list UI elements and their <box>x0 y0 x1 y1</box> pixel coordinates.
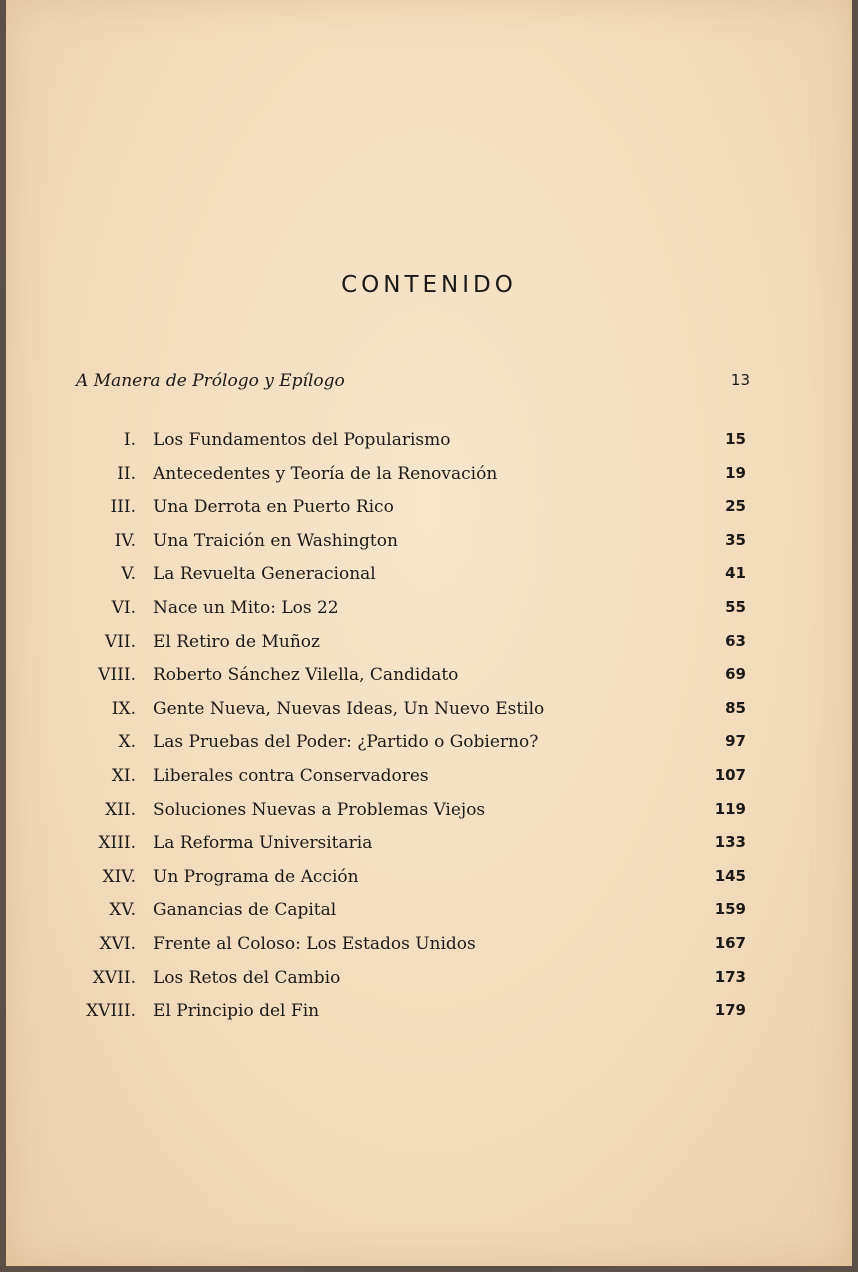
chapter-numeral: XIII. <box>98 833 136 854</box>
chapter-numeral: II. <box>117 463 136 484</box>
toc-entry <box>6 497 852 531</box>
chapter-numeral: VII. <box>104 631 136 652</box>
chapter-title: Nace un Mito: Los 22 <box>153 597 339 618</box>
chapter-page-number: 119 <box>714 799 746 818</box>
toc-entry <box>6 833 852 867</box>
chapter-title: Los Retos del Cambio <box>153 967 341 988</box>
chapter-numeral: IV. <box>114 530 136 551</box>
chapter-page-number: 133 <box>714 833 746 852</box>
chapter-page-number: 159 <box>714 900 746 919</box>
toc-entry <box>6 732 852 766</box>
chapter-title: El Principio del Fin <box>153 1001 320 1022</box>
chapter-page-number: 69 <box>725 665 746 684</box>
chapter-title: Antecedentes y Teoría de la Renovación <box>153 463 498 484</box>
chapter-title: Soluciones Nuevas a Problemas Viejos <box>153 799 486 820</box>
chapter-numeral: XVI. <box>99 933 136 954</box>
toc-entry <box>6 968 852 1002</box>
chapter-page-number: 41 <box>725 564 746 583</box>
chapter-numeral: XVIII. <box>86 1001 136 1022</box>
toc-entry <box>6 900 852 934</box>
chapter-numeral: XI. <box>111 765 136 786</box>
chapter-numeral: VIII. <box>98 665 136 686</box>
chapter-numeral: I. <box>123 430 136 450</box>
table-of-contents <box>6 430 852 1035</box>
chapter-title: Gente Nueva, Nuevas Ideas, Un Nuevo Estilo <box>153 698 545 719</box>
chapter-numeral: XVII. <box>92 967 136 988</box>
chapter-numeral: XIV. <box>102 866 136 887</box>
toc-entry <box>6 800 852 834</box>
toc-entry <box>6 1001 852 1035</box>
chapter-numeral: XII. <box>105 799 136 820</box>
chapter-title: La Reforma Universitaria <box>153 833 373 854</box>
chapter-title: Ganancias de Capital <box>153 900 337 921</box>
chapter-title: Roberto Sánchez Vilella, Candidato <box>153 665 459 686</box>
toc-entry <box>6 430 852 464</box>
toc-entry <box>6 598 852 632</box>
toc-entry <box>6 632 852 666</box>
book-page <box>6 0 852 1266</box>
chapter-numeral: III. <box>110 497 136 518</box>
chapter-numeral: VI. <box>111 597 136 618</box>
chapter-page-number: 145 <box>714 866 746 885</box>
toc-entry <box>6 766 852 800</box>
toc-entry <box>6 564 852 598</box>
chapter-page-number: 55 <box>725 597 746 616</box>
chapter-page-number: 35 <box>725 530 746 549</box>
toc-entry <box>6 531 852 565</box>
chapter-title: La Revuelta Generacional <box>153 564 376 585</box>
prologue-title: A Manera de Prólogo y Epílogo <box>76 371 345 391</box>
toc-entry <box>6 934 852 968</box>
contents-heading: CONTENIDO <box>341 272 517 298</box>
chapter-title: El Retiro de Muñoz <box>153 631 320 652</box>
chapter-page-number: 167 <box>714 933 746 952</box>
chapter-numeral: X. <box>118 732 136 753</box>
chapter-page-number: 173 <box>714 967 746 986</box>
chapter-page-number: 63 <box>725 631 746 650</box>
chapter-title: Una Traición en Washington <box>153 530 398 551</box>
prologue-entry <box>76 371 750 391</box>
chapter-numeral: IX. <box>111 698 136 719</box>
chapter-title: Las Pruebas del Poder: ¿Partido o Gobierno? <box>153 732 539 753</box>
chapter-title: Una Derrota en Puerto Rico <box>153 497 394 518</box>
chapter-title: Los Fundamentos del Popularismo <box>153 430 451 450</box>
chapter-title: Liberales contra Conservadores <box>153 765 429 786</box>
chapter-page-number: 25 <box>725 497 746 516</box>
chapter-page-number: 107 <box>714 765 746 784</box>
chapter-title: Frente al Coloso: Los Estados Unidos <box>153 933 476 954</box>
toc-entry <box>6 665 852 699</box>
chapter-title: Un Programa de Acción <box>153 866 359 887</box>
chapter-page-number: 15 <box>725 430 746 448</box>
chapter-page-number: 179 <box>714 1001 746 1020</box>
toc-entry <box>6 464 852 498</box>
toc-entry <box>6 867 852 901</box>
chapter-page-number: 97 <box>725 732 746 751</box>
chapter-page-number: 85 <box>725 698 746 717</box>
chapter-numeral: V. <box>121 564 136 585</box>
chapter-numeral: XV. <box>109 900 136 921</box>
chapter-page-number: 19 <box>725 463 746 482</box>
prologue-page-number: 13 <box>730 371 750 389</box>
toc-entry <box>6 699 852 733</box>
